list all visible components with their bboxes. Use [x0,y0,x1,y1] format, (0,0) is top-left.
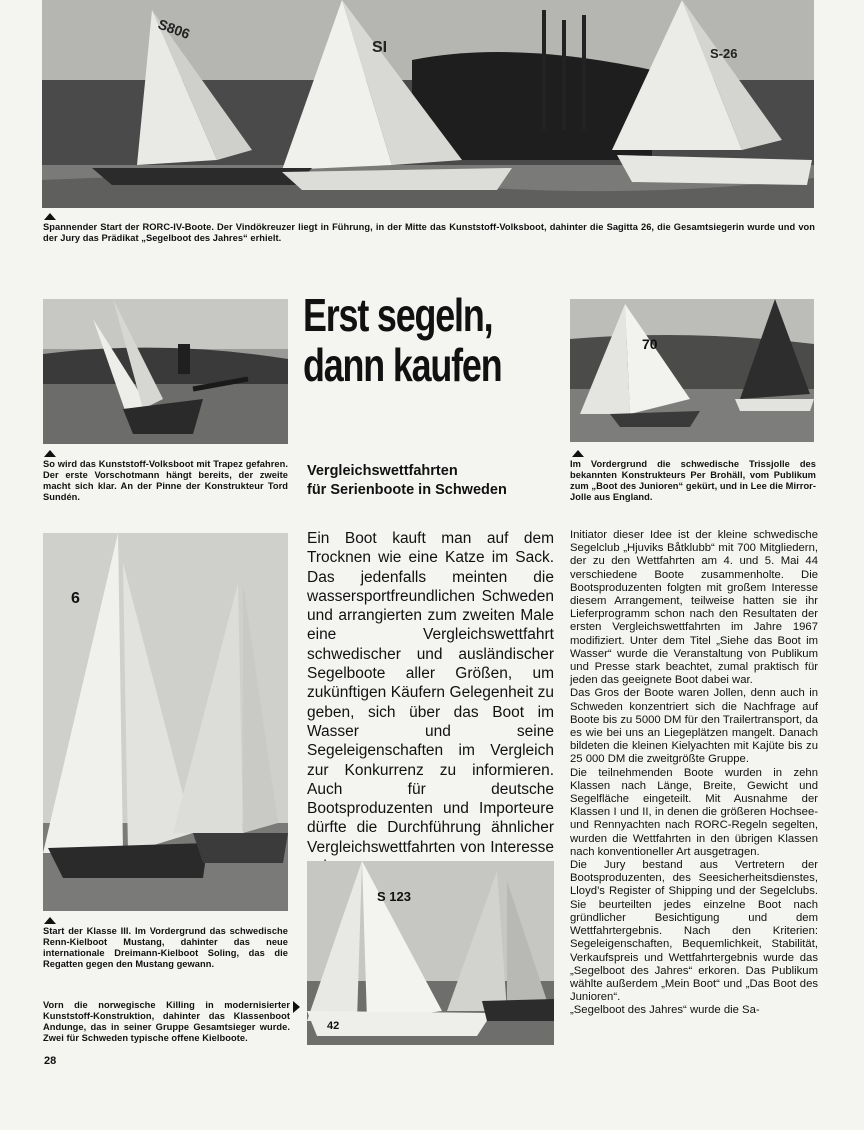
body-paragraph-1: Initiator dieser Idee ist der kleine schwedische Segelclub „Hjuviks Båtklubb“ mit 700 Mitgliedern, der zu den Wettfahrten am 4. und 5. Mai 44 verschiedene Boote zusammenholte. Die Bootsproduzenten folgten mit großem Interesse diesem Arrangement, teilweise hatten sie ihr Lieferprogramm schon nach den Resultaten der ersten Vergleichswettfahrten im Jahre 1967 modifiziert. Unter dem Titel „Siehe das Boot im Wasser“ wurde die Veranstaltung von Publikum und Presse stark beachtet, zumal praktisch für jeden das geeignete Boot dabei war. [570,529,818,687]
body-paragraph-4: Die Jury bestand aus Vertretern der Bootsproduzenten, des Seesicherheitsdienstes, Lloyd’s Register of Shipping und der Segelclubs. Sie beurteilten jedes einzelne Boot nach gründlicher Besichtigung und dem Wettfahrtergebnis. Nach den Kriterien: Segeleigenschaften, Bequemlichkeit, Stabilität, Verkaufspreis und Wettfahrtergebnis wurde das „Segelboot des Jahres“ erkoren. Das Publikum wählte außerdem „Mein Boot“ und „Das Boot des Junioren“. [570,859,818,1004]
body-paragraph-5: „Segelboot des Jahres“ wurde die Sa- [570,1004,760,1017]
photo-volksboot-trapez [43,299,288,444]
caption-marker-left-upper [44,450,56,457]
sail-number-lower-left: 6 [71,590,80,607]
article-lead: Ein Boot kauft man auf dem Trocknen wie eine Katze im Sack. Das jedenfalls meinten die wassersportfreundlichen Schweden und arrangierten zum zweiten Male eine Vergleichswettfahrt schwedischer und ausländischer Segelboote aller Größen, um zukünftigen Käufern Gelegenheit zu geben, sich über das Boot im Wasser und seine Segeleigenschaften im Vergleich zur Konkurrenz zu informieren. Auch für deutsche Bootsproduzenten und Importeure dürfte die Durchführung ähnlicher Vergleichswettfahrten von Interesse [307,530,554,856]
article-title [303,290,502,390]
caption-left-upper: So wird das Kunststoff-Volksboot mit Trapez gefahren. Der erste Vorschotmann hängt bereits, der zweite macht sich klar. An der Pinne der Konstrukteur Tord Sundén. [43,459,288,502]
sail-number-upper-right: 70 [642,336,658,352]
sail-number-bottom-center: S 123 [377,889,411,904]
article-subtitle-line-2: für Serienboote in Schweden [307,482,507,498]
article-subtitle [307,462,557,500]
photo-klasse-three-start [43,533,288,911]
article-title-line-2: dann kaufen [303,339,502,391]
caption-marker-bottom-left [293,1001,300,1013]
photo-rorc-start [42,0,814,208]
hull-number-bottom: 42 [327,1020,340,1032]
article-title-line-1: Erst segeln, [303,289,493,341]
caption-top: Spannender Start der RORC-IV-Boote. Der Vindökreuzer liegt in Führung, in der Mitte das Kunststoff-Volksboot, dahinter die Sagitta 26, die Gesamtsiegerin wurde und von der Jury das Prädikat „Segelboot des Jahres“ erhielt. [43,222,815,243]
photo-trissjolle [570,299,814,442]
body-paragraph-2: Das Gros der Boote waren Jollen, denn auch in Schweden konzentriert sich die Nachfrage auf Boote bis zu 5000 DM für den Trailertransport, da es wie bei uns an Liegeplätzen mangelt. Danach bildeten die kleinen Kielyachten mit Kajüte bis zu 25 000 DM die zweitgrößte Gruppe. [570,687,818,766]
caption-left-lower: Start der Klasse III. Im Vordergrund das schwedische Renn-Kielboot Mustang, dahinter das neue internationale Dreimann-Kielboot Soling, das die Regatten gegen den Mustang gewann. [43,926,288,969]
caption-marker-right-upper [572,450,584,457]
caption-right-upper: Im Vordergrund die schwedische Trissjolle des bekannten Konstrukteurs Per Brohäll, vom Publikum zum „Boot des Junioren“ gekürt, und in Lee die Mirror-Jolle aus England. [570,459,816,502]
body-paragraph-3: Die teilnehmenden Boote wurden in zehn Klassen nach Länge, Breite, Gewicht und Segelfläche eingeteilt. Mit Ausnahme der Klassen I und II, in denen die größeren Hochsee- und Rennyachten nach RORC-Regeln segelten, wurden die Wettfahrten in den übrigen Klassen nach konventioneller Art ausgetragen. [570,766,818,858]
sail-number-top-b: SI [372,39,388,56]
article-subtitle-line-1: Vergleichswettfahrten [307,463,458,479]
article-body-column [570,529,818,1018]
sail-number-top-c: S-26 [710,46,738,61]
caption-marker-top [44,213,56,220]
page-number: 28 [44,1055,57,1067]
caption-marker-left-lower [44,917,56,924]
photo-killing-andunge [307,861,554,1045]
caption-bottom-left: Vorn die norwegische Killing in modernisierter Kunststoff-Konstruktion, dahinter das Klassenboot Andunge, das in seiner Gruppe Gesamtsieger wurde. Zwei für Schweden typische offene Kielboote. [43,1000,290,1043]
sail-number-top-a: S806 [155,15,193,43]
